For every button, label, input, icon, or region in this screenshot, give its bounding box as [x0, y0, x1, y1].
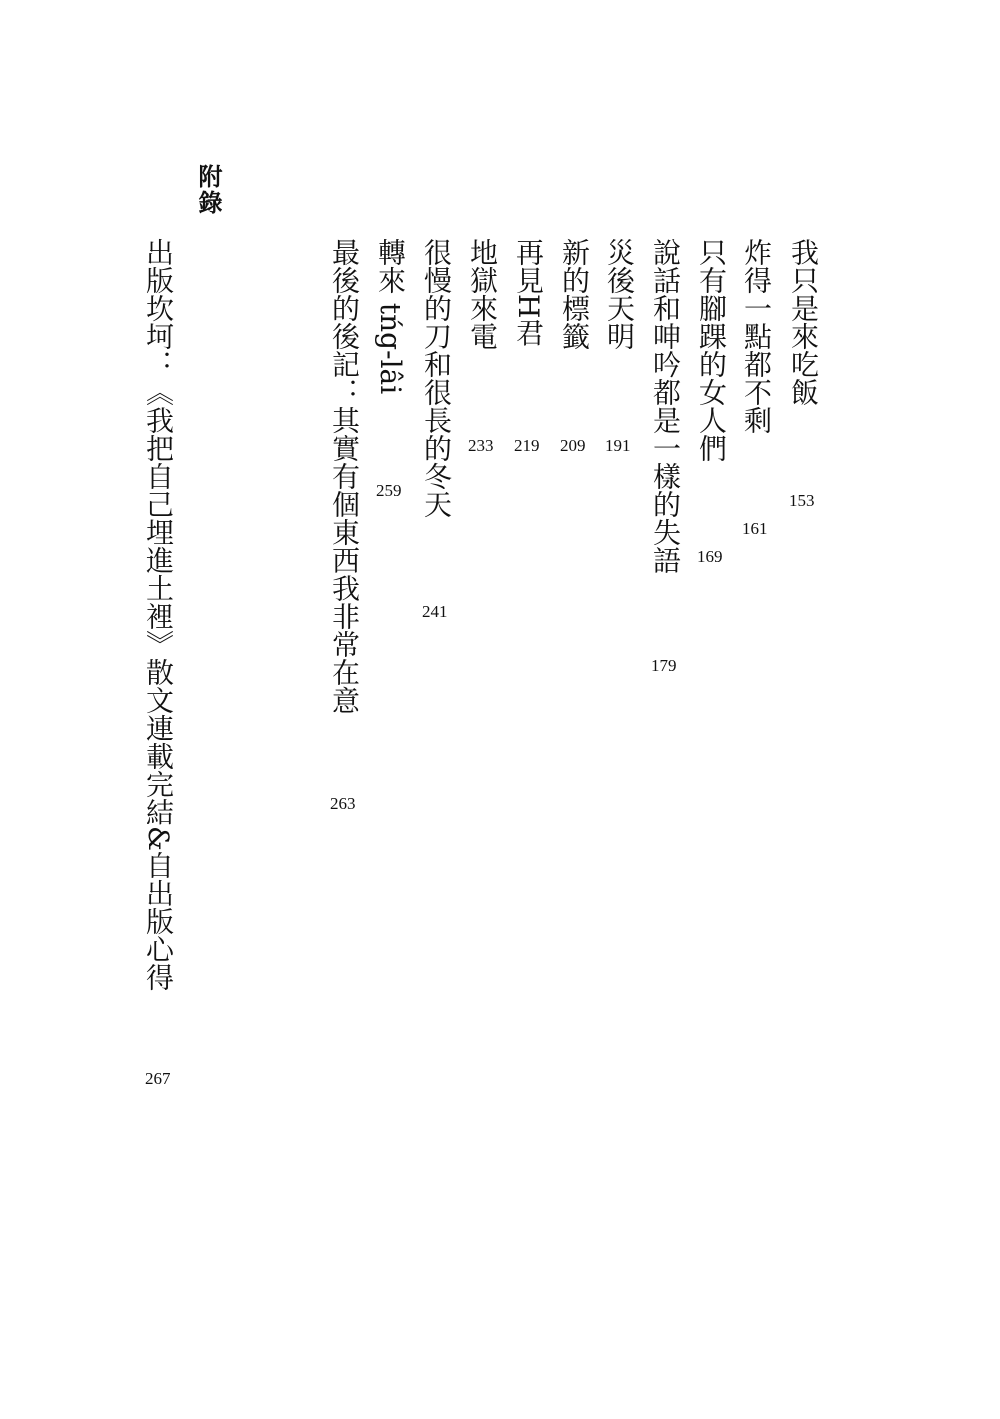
toc-entry-page: 219 — [514, 436, 540, 455]
toc-entry-title: 最後的後記：其實有個東西我非常在意 — [328, 238, 361, 714]
toc-entry-title: 我只是來吃飯 — [787, 238, 820, 406]
toc-entry-title: 炸得一點都不剩 — [740, 238, 773, 434]
toc-entry-title: 說話和呻吟都是一樣的失語 — [649, 238, 682, 574]
toc-entry-page: 209 — [560, 436, 586, 455]
toc-entry-page: 161 — [742, 519, 768, 538]
toc-entry-title: 再見H君 — [512, 238, 545, 347]
toc-entry-page: 179 — [651, 656, 677, 675]
toc-entry-page: 191 — [605, 436, 631, 455]
toc-entry-page: 153 — [789, 491, 815, 510]
toc-entry-page: 169 — [697, 547, 723, 566]
toc-entry-page: 241 — [422, 602, 448, 621]
toc-entry-page: 259 — [376, 481, 402, 500]
toc-entry-title: 轉來 tńg-lâi — [374, 238, 407, 395]
toc-entry-page: 233 — [468, 436, 494, 455]
appendix-entry-title: 出版坎坷：《我把自己埋進土裡》散文連載完結&自出版心得 — [142, 238, 175, 991]
toc-entry-title: 地獄來電 — [466, 238, 499, 350]
toc-entry-title: 很慢的刀和很長的冬天 — [420, 238, 453, 518]
section-title: 附錄 — [194, 164, 222, 216]
toc-entry-page: 263 — [330, 794, 356, 813]
toc-entry-title: 只有腳踝的女人們 — [695, 238, 728, 462]
toc-entry-title: 新的標籤 — [558, 238, 591, 350]
appendix-entry-page: 267 — [145, 1069, 171, 1088]
toc-entry-title: 災後天明 — [603, 238, 636, 350]
